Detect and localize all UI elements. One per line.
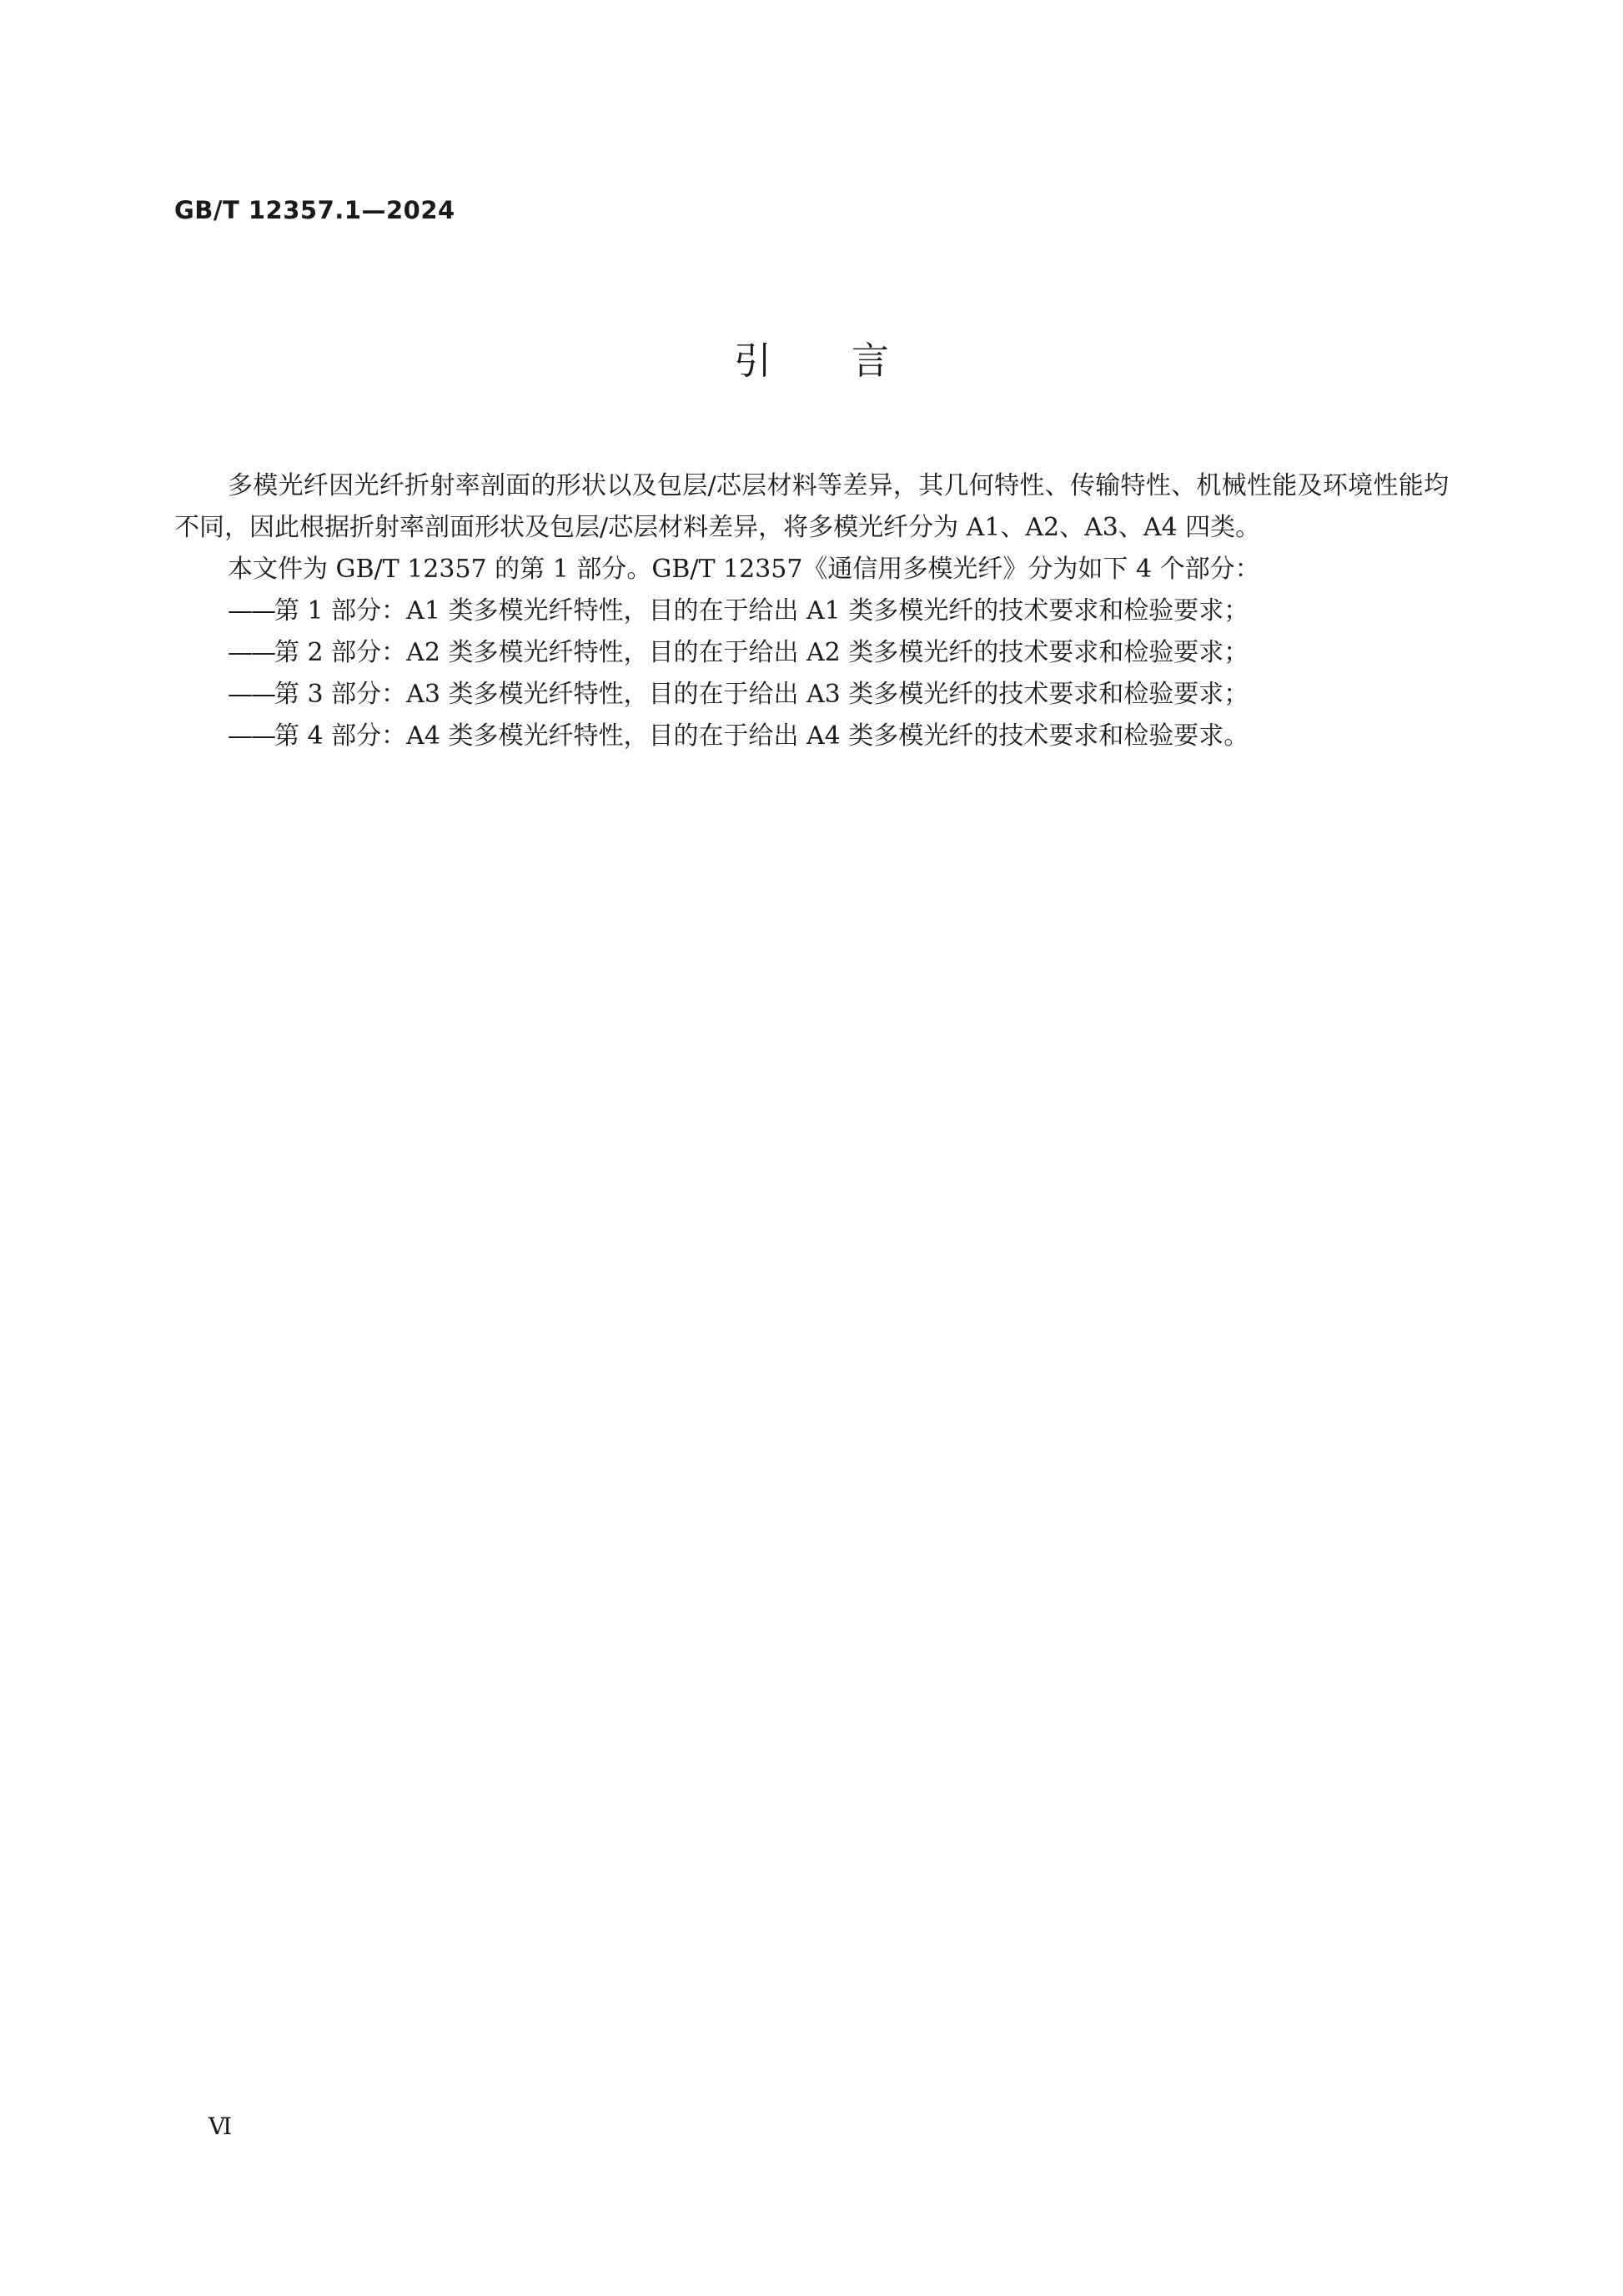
list-item bbox=[174, 674, 1449, 716]
introduction-body bbox=[174, 465, 1449, 757]
page-number: Ⅵ bbox=[209, 2113, 233, 2140]
list-item-text: 第 2 部分：A2 类多模光纤特性，目的在于给出 A2 类多模光纤的技术要求和检验要求； bbox=[274, 638, 1249, 667]
list-item bbox=[174, 632, 1449, 674]
list-dash: —— bbox=[228, 638, 274, 667]
list-dash: —— bbox=[228, 721, 274, 751]
list-item-text: 第 4 部分：A4 类多模光纤特性，目的在于给出 A4 类多模光纤的技术要求和检验要求。 bbox=[274, 721, 1249, 751]
list-item bbox=[174, 716, 1449, 757]
list-item-text: 第 1 部分：A1 类多模光纤特性，目的在于给出 A1 类多模光纤的技术要求和检验要求； bbox=[274, 596, 1249, 625]
list-item bbox=[174, 590, 1449, 632]
standard-code: GB/T 12357.1—2024 bbox=[174, 196, 455, 224]
paragraph-classification: 多模光纤因光纤折射率剖面的形状以及包层/芯层材料等差异，其几何特性、传输特性、机械性能及环境性能均不同，因此根据折射率剖面形状及包层/芯层材料差异，将多模光纤分为 A1、A2、A3、A4 四类。 bbox=[174, 471, 1449, 542]
paragraph-parts-intro: 本文件为 GB/T 12357 的第 1 部分。GB/T 12357《通信用多模光纤》分为如下 4 个部分： bbox=[228, 555, 1260, 584]
list-dash: —— bbox=[228, 680, 274, 709]
list-item-text: 第 3 部分：A3 类多模光纤特性，目的在于给出 A3 类多模光纤的技术要求和检验要求； bbox=[274, 680, 1249, 709]
page-title: 引言 bbox=[733, 339, 969, 383]
list-dash: —— bbox=[228, 596, 274, 625]
